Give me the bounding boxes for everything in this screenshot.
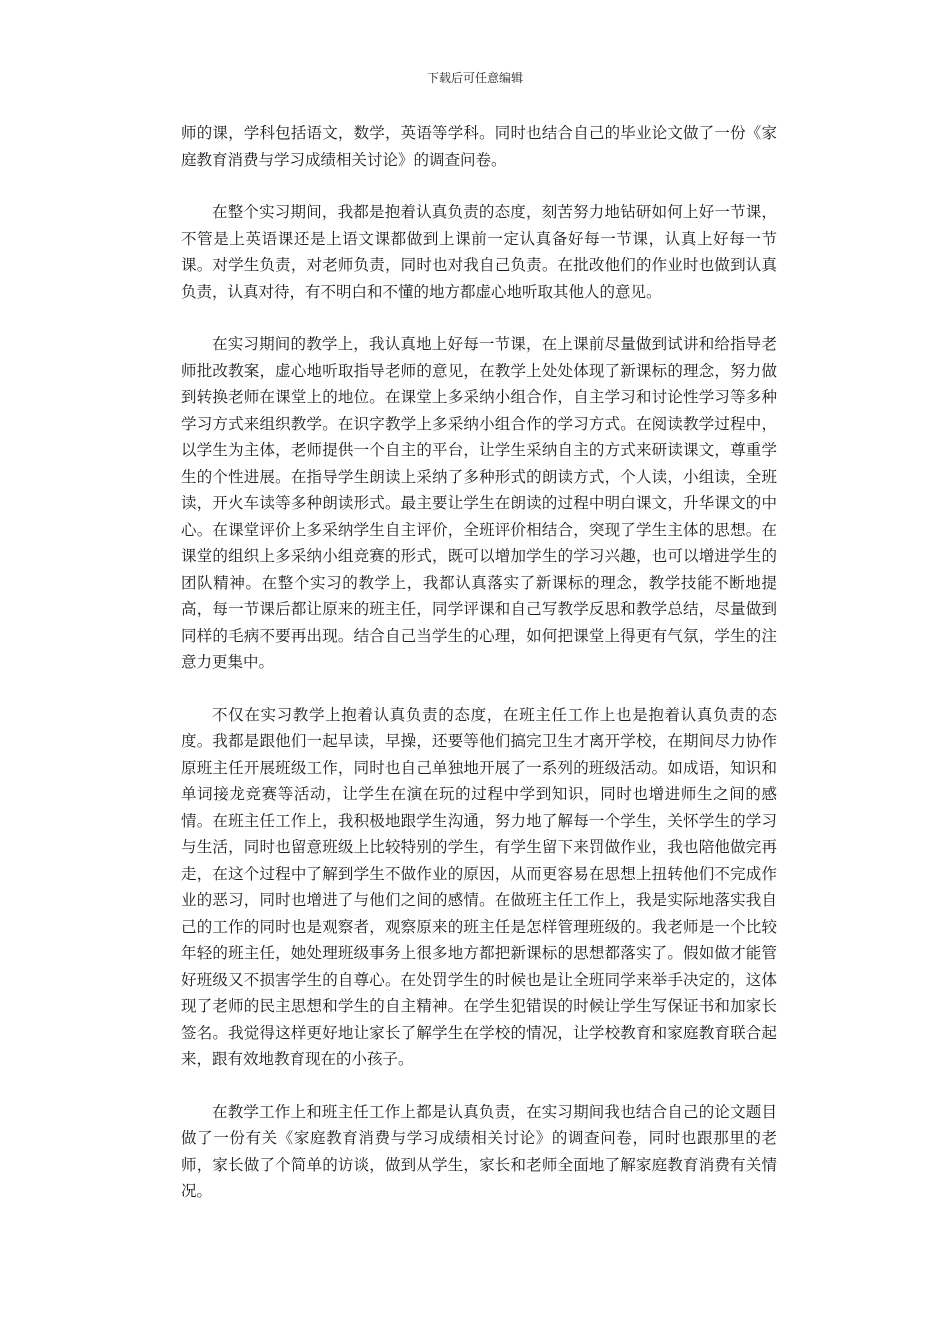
paragraph-1: 师的课，学科包括语文，数学，英语等学科。同时也结合自己的毕业论文做了一份《家庭教育消费与学习成绩相关讨论》的调查问卷。 xyxy=(181,124,777,169)
page-header-note: 下载后可任意编辑 xyxy=(426,71,523,85)
paragraph-gap xyxy=(181,676,777,702)
paragraph-2: 在整个实习期间，我都是抱着认真负责的态度，刻苦努力地钻研如何上好一节课，不管是上英语课还是上语文课都做到上课前一定认真备好每一节课，认真上好每一节课。对学生负责，对老师负责，同时也对我自己负责。在批改他们的作业时也做到认真负责，认真对待，有不明白和不懂的地方都虚心地听取其他人的意见。 xyxy=(181,203,777,301)
paragraph-gap xyxy=(181,305,777,331)
paragraph-gap xyxy=(181,173,777,199)
paragraph-5: 在教学工作上和班主任工作上都是认真负责，在实习期间我也结合自己的论文题目做了一份有关《家庭教育消费与学习成绩相关讨论》的调查问卷，同时也跟那里的老师，家长做了个简单的访谈，做到从学生，家长和老师全面地了解家庭教育消费有关情况。 xyxy=(181,1102,777,1200)
paragraph-3: 在实习期间的教学上，我认真地上好每一节课，在上课前尽量做到试讲和给指导老师批改教案，虚心地听取指导老师的意见，在教学上处处体现了新课标的理念，努力做到转换老师在课堂上的地位。在课堂上多采纳小组合作，自主学习和讨论性学习等多种学习方式来组织教学。在识字教学上多采纳小组合作的学习方式。在阅读教学过程中，以学生为主体，老师提供一个自主的平台，让学生采纳自主的方式来研读课文，尊重学生的个性进展。在指导学生朗读上采纳了多种形式的朗读方式，个人读，小组读，全班读，开火车读等多种朗读形式。最主要让学生在朗读的过程中明白课文，升华课文的中心。在课堂评价上多采纳学生自主评价，全班评价相结合，突现了学生主体的思想。在课堂的组织上多采纳小组竞赛的形式，既可以增加学生的学习兴趣，也可以增进学生的团队精神。在整个实习的教学上，我都认真落实了新课标的理念，教学技能不断地提高，每一节课后都让原来的班主任，同学评课和自己写教学反思和教学总结，尽量做到同样的毛病不要再出现。结合自己当学生的心理，如何把课堂上得更有气氛，学生的注意力更集中。 xyxy=(181,335,777,671)
document-body xyxy=(181,120,777,1205)
paragraph-gap xyxy=(181,1073,777,1099)
paragraph-4: 不仅在实习教学上抱着认真负责的态度，在班主任工作上也是抱着认真负责的态度。我都是跟他们一起早读，早操，还要等他们搞完卫生才离开学校，在期间尽力协作原班主任开展班级工作，同时也自己单独地开展了一系列的班级活动。如成语，知识和单词接龙竞赛等活动，让学生在演在玩的过程中学到知识，同时也增进师生之间的感情。在班主任工作上，我积极地跟学生沟通，努力地了解每一个学生，关怀学生的学习与生活，同时也留意班级上比较特别的学生，有学生留下来罚做作业，我也陪他做完再走，在这个过程中了解到学生不做作业的原因，从而更容易在思想上扭转他们不完成作业的恶习，同时也增进了与他们之间的感情。在做班主任工作上，我是实际地落实我自己的工作的同时也是观察者，观察原来的班主任是怎样管理班级的。我老师是一个比较年轻的班主任，她处理班级事务上很多地方都把新课标的思想都落实了。假如做才能管好班级又不损害学生的自尊心。在处罚学生的时候也是让全班同学来举手决定的，这体现了老师的民主思想和学生的自主精神。在学生犯错误的时候让学生写保证书和加家长签名。我觉得这样更好地让家长了解学生在学校的情况，让学校教育和家庭教育联合起来，跟有效地教育现在的小孩子。 xyxy=(181,705,777,1068)
